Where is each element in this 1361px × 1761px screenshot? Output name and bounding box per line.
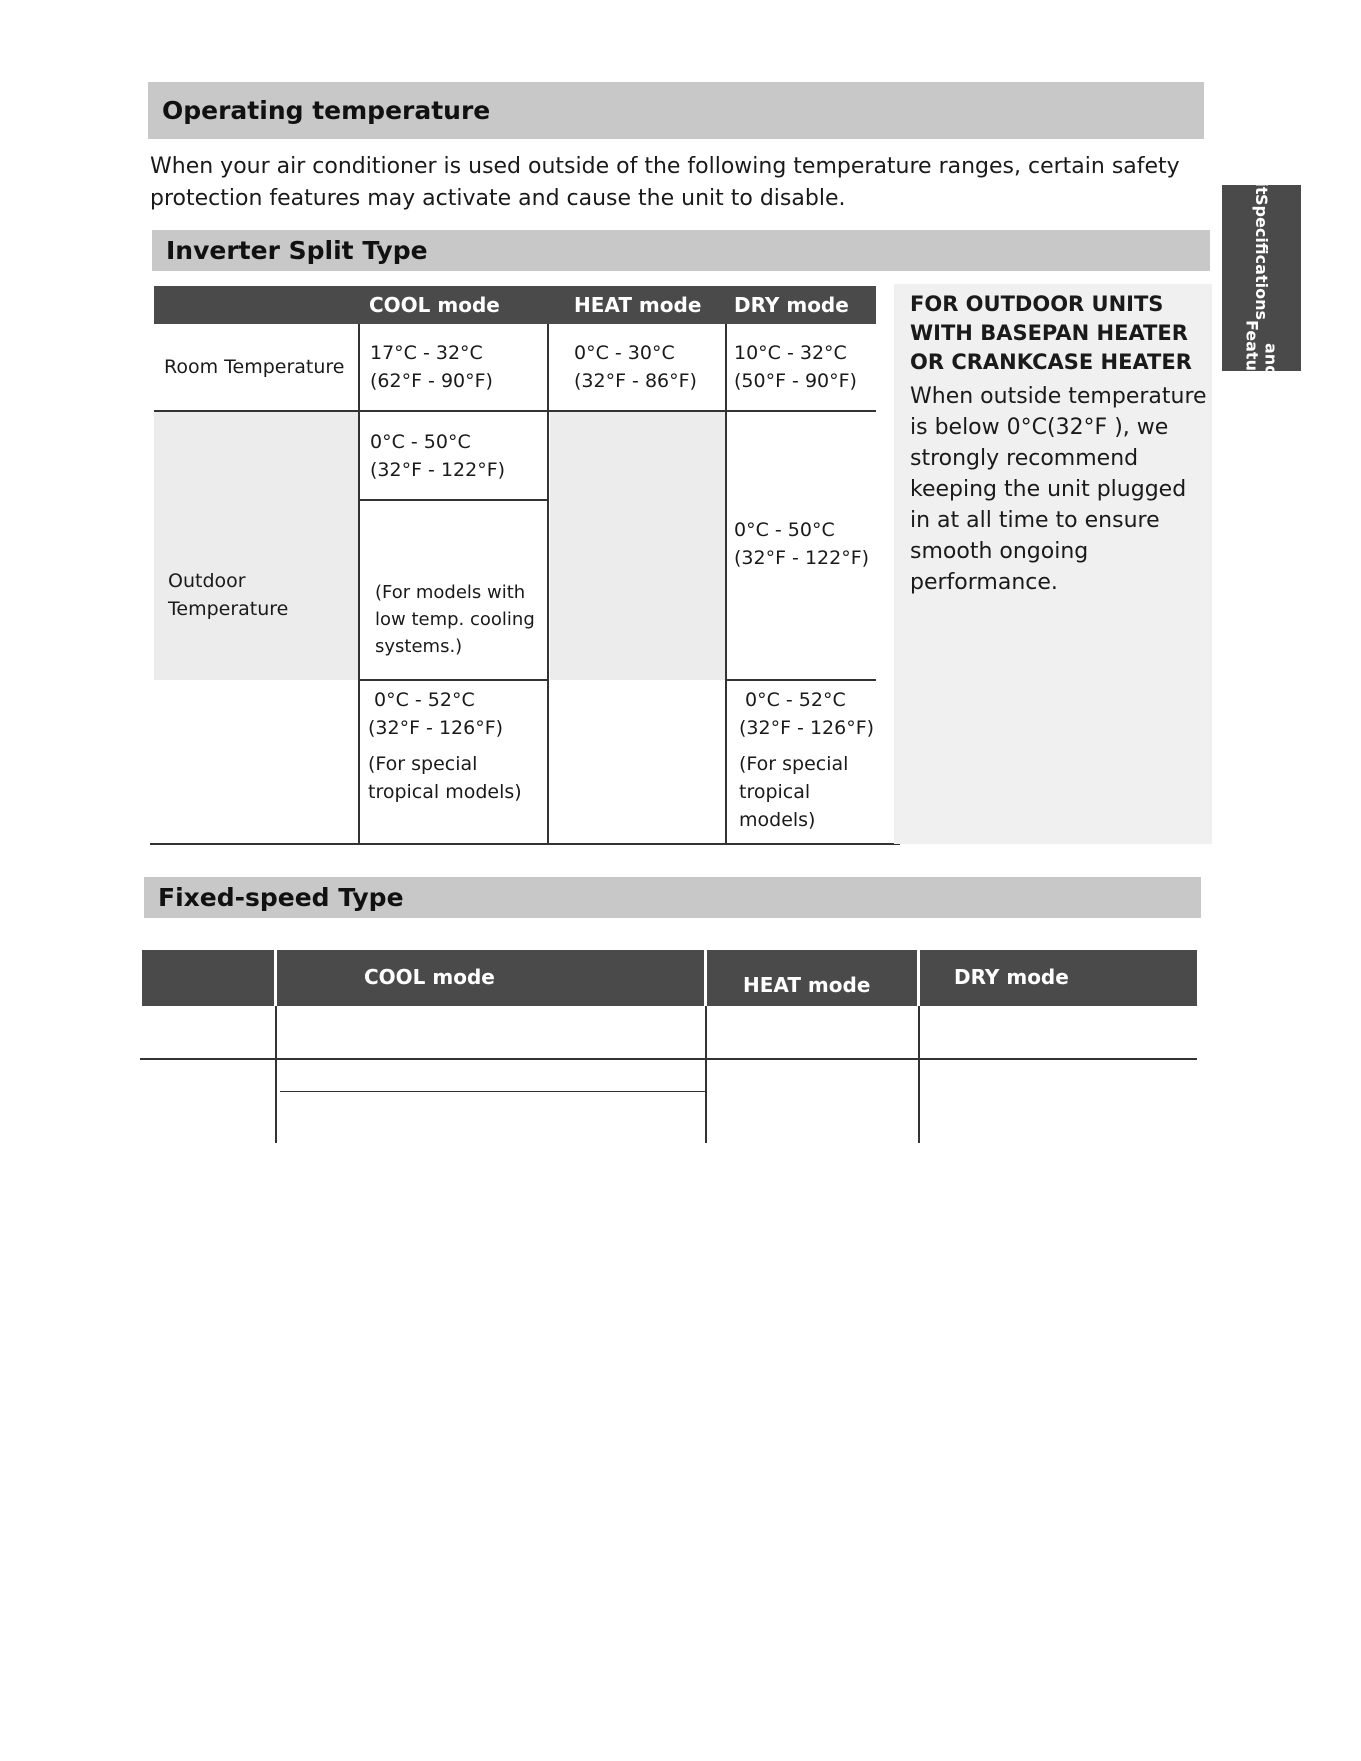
inverter-table xyxy=(154,284,876,844)
fixed-header-heat: HEAT mode xyxy=(743,973,871,997)
inverter-header-heat: HEAT mode xyxy=(574,293,702,317)
inverter-heat-outdoor-bg xyxy=(550,412,726,680)
inverter-room-label: Room Temperature xyxy=(164,356,345,378)
inverter-room-cool-f: (62°F - 90°F) xyxy=(370,370,493,392)
fixed-header-sep-1 xyxy=(274,950,277,1006)
operating-temperature-title xyxy=(148,82,1204,139)
inverter-outdoor-cool-2-line-2: low temp. cooling xyxy=(375,609,535,630)
inverter-outdoor-dry-2 xyxy=(739,686,876,834)
fixed-header-sep-2 xyxy=(704,950,707,1006)
inverter-outdoor-label-bg xyxy=(154,412,358,680)
inverter-section-title xyxy=(152,230,1210,271)
fixed-vline-2 xyxy=(705,1006,707,1143)
inverter-outdoor-dry-1-f: (32°F - 122°F) xyxy=(734,547,870,569)
inverter-outdoor-cool-3-note-2: tropical models) xyxy=(368,781,522,803)
inverter-outdoor-cool-1-f: (32°F - 122°F) xyxy=(370,459,506,481)
inverter-outdoor-label-1: Outdoor xyxy=(168,570,246,592)
inverter-outdoor-cool-1 xyxy=(370,428,505,484)
inverter-header-cool: COOL mode xyxy=(369,293,500,317)
note-line-1: When outside temperature xyxy=(910,384,1207,409)
fixed-header-sep-3 xyxy=(917,950,920,1006)
inverter-hline-cool-2 xyxy=(358,679,548,681)
outdoor-units-note-heading xyxy=(910,290,1212,377)
inverter-outdoor-label xyxy=(168,567,288,623)
inverter-hline-dry-1 xyxy=(725,679,876,681)
inverter-outdoor-dry-2-note-1: (For special xyxy=(739,753,849,775)
inverter-room-heat xyxy=(574,339,697,395)
fixed-section-title-text: Fixed-speed Type xyxy=(158,883,404,912)
note-line-2: is below 0°C(32°F ), we xyxy=(910,415,1169,440)
outdoor-units-note-body xyxy=(910,381,1212,598)
note-heading-3: OR CRANKCASE HEATER xyxy=(910,350,1192,374)
inverter-section-title-text: Inverter Split Type xyxy=(166,236,428,265)
fixed-vline-1 xyxy=(275,1006,277,1143)
inverter-outdoor-dry-2-f: (32°F - 126°F) xyxy=(739,717,875,739)
inverter-outdoor-cool-3 xyxy=(368,686,522,806)
inverter-outdoor-cool-2-line-1: (For models with xyxy=(375,582,526,603)
fixed-section-title xyxy=(144,877,1201,918)
note-heading-1: FOR OUTDOOR UNITS xyxy=(910,292,1164,316)
inverter-room-dry xyxy=(734,339,857,395)
side-tab-line-1: Unit xyxy=(1252,156,1271,195)
note-line-4: keeping the unit plugged xyxy=(910,477,1187,502)
inverter-outdoor-cool-1-c: 0°C - 50°C xyxy=(370,431,471,453)
inverter-room-dry-f: (50°F - 90°F) xyxy=(734,370,857,392)
inverter-room-heat-c: 0°C - 30°C xyxy=(574,342,675,364)
inverter-outdoor-cool-3-f: (32°F - 126°F) xyxy=(368,717,504,739)
side-tab-line-3: and Features xyxy=(1242,320,1281,400)
note-line-5: in at all time to ensure xyxy=(910,508,1160,533)
inverter-room-cool-c: 17°C - 32°C xyxy=(370,342,483,364)
inverter-room-dry-c: 10°C - 32°C xyxy=(734,342,847,364)
inverter-room-heat-f: (32°F - 86°F) xyxy=(574,370,697,392)
intro-line-1: When your air conditioner is used outside of the following temperature ranges, certain safety xyxy=(150,154,1180,179)
note-line-7: performance. xyxy=(910,570,1058,595)
inverter-hline-cool-1 xyxy=(358,499,548,501)
section-side-tab[interactable] xyxy=(1222,156,1301,400)
fixed-vline-3 xyxy=(918,1006,920,1143)
note-line-3: strongly recommend xyxy=(910,446,1139,471)
note-line-6: smooth ongoing xyxy=(910,539,1089,564)
inverter-room-cool xyxy=(370,339,493,395)
inverter-outdoor-dry-1-c: 0°C - 50°C xyxy=(734,519,835,541)
operating-temperature-title-text: Operating temperature xyxy=(162,96,491,125)
inverter-header-dry: DRY mode xyxy=(734,293,849,317)
fixed-table xyxy=(134,950,1197,1195)
inverter-outdoor-cool-2 xyxy=(375,579,535,660)
note-heading-2: WITH BASEPAN HEATER xyxy=(910,321,1188,345)
inverter-outdoor-cool-3-c: 0°C - 52°C xyxy=(374,689,475,711)
inverter-hline-bottom xyxy=(150,843,900,845)
intro-line-2: protection features may activate and cause the unit to disable. xyxy=(150,186,846,211)
outdoor-units-note xyxy=(894,284,1212,844)
inverter-outdoor-cool-2-line-3: systems.) xyxy=(375,636,463,657)
fixed-hline-room xyxy=(140,1058,1197,1060)
inverter-vline-1 xyxy=(358,324,360,844)
fixed-header-dry: DRY mode xyxy=(954,965,1069,989)
inverter-outdoor-dry-1 xyxy=(734,516,869,572)
inverter-outdoor-label-2: Temperature xyxy=(168,598,289,620)
side-tab-line-2: Specifications xyxy=(1252,194,1271,321)
inverter-vline-3 xyxy=(725,324,727,844)
inverter-outdoor-dry-2-note-2: tropical models) xyxy=(739,781,816,831)
inverter-vline-2 xyxy=(547,324,549,844)
fixed-header-cool: COOL mode xyxy=(364,965,495,989)
fixed-hline-cool-1 xyxy=(280,1091,705,1092)
inverter-hline-room xyxy=(154,410,876,412)
inverter-outdoor-cool-3-note-1: (For special xyxy=(368,753,478,775)
operating-intro xyxy=(150,151,1210,215)
inverter-outdoor-dry-2-c: 0°C - 52°C xyxy=(745,689,846,711)
